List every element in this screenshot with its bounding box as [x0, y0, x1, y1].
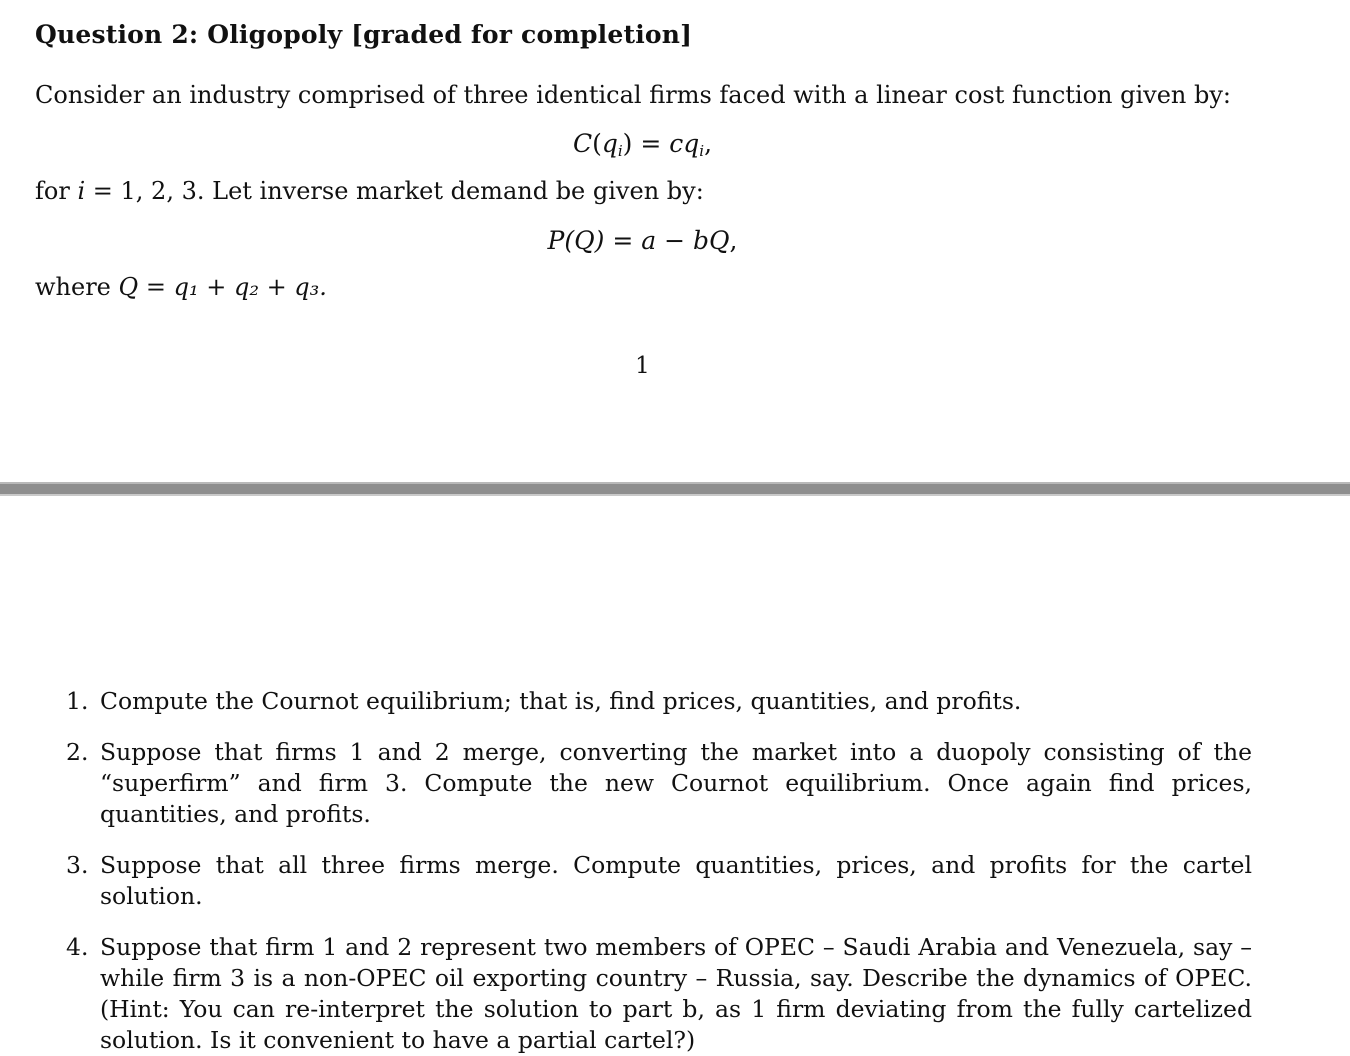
question-list: [0, 686, 1350, 1056]
where-prefix: where: [35, 273, 111, 301]
for-prefix: for: [35, 177, 70, 205]
list-item-number: 4.: [66, 933, 89, 961]
list-item-number: 3.: [66, 851, 89, 879]
page-number: 1: [635, 353, 650, 379]
for-clause: [35, 177, 704, 205]
list-item-text: Compute the Cournot equilibrium; that is, find prices, quantities, and profits.: [100, 687, 1022, 715]
cost-function-equation: $C(q_i) = cq_i$,: [572, 129, 713, 160]
list-item-number: 2.: [66, 738, 89, 766]
for-var: i: [77, 177, 86, 205]
demand-rhs: a − bQ: [641, 226, 730, 255]
where-var: Q: [118, 273, 139, 301]
list-item: [0, 686, 1252, 717]
cost-fn-trailing: ,: [704, 129, 713, 158]
list-item: [0, 737, 1252, 830]
list-item-number: 1.: [66, 687, 89, 715]
intro-paragraph: Consider an industry comprised of three identical firms faced with a linear cost function given by:: [35, 81, 1232, 109]
where-clause: [35, 273, 327, 301]
list-item-text: Suppose that firm 1 and 2 represent two members of OPEC – Saudi Arabia and Venezuela, say – while firm 3 is a non-OPEC oil exporting country – Russia, say. Describe the dynamics of OPEC. (Hint: You can re-interpret the solution to part b, as 1 firm deviating from the fully cartelized solution. Is it convenient to have a partial cartel?): [100, 933, 1252, 1054]
for-rest: Let inverse market demand be given by:: [212, 177, 704, 205]
list-item: [0, 932, 1252, 1056]
list-item: [0, 850, 1252, 912]
cost-fn-rhs: cq: [669, 129, 700, 158]
demand-trailing: ,: [729, 226, 738, 255]
for-values: = 1, 2, 3.: [92, 177, 205, 205]
demand-eq: =: [612, 226, 634, 255]
cost-fn-symbol: C: [572, 129, 593, 158]
cost-fn-arg-sub: i: [617, 142, 623, 160]
cost-fn-arg: q: [601, 129, 618, 158]
cost-fn-rhs-sub: i: [699, 142, 705, 160]
demand-function-equation: [0, 226, 1285, 255]
page-separator: [0, 482, 1350, 496]
list-item-text: Suppose that all three firms merge. Compute quantities, prices, and profits for the cartel solution.: [100, 851, 1252, 910]
list-item-text: Suppose that firms 1 and 2 merge, converting the market into a duopoly consisting of the “superfirm” and firm 3. Compute the new Cournot equilibrium. Once again find prices, quantities, and profits.: [100, 738, 1252, 828]
question-heading: Question 2: Oligopoly [graded for completion]: [35, 20, 693, 49]
document-page-top: [0, 0, 1350, 482]
demand-lhs: P(Q): [547, 226, 605, 255]
where-expr: = q₁ + q₂ + q₃.: [145, 273, 327, 301]
